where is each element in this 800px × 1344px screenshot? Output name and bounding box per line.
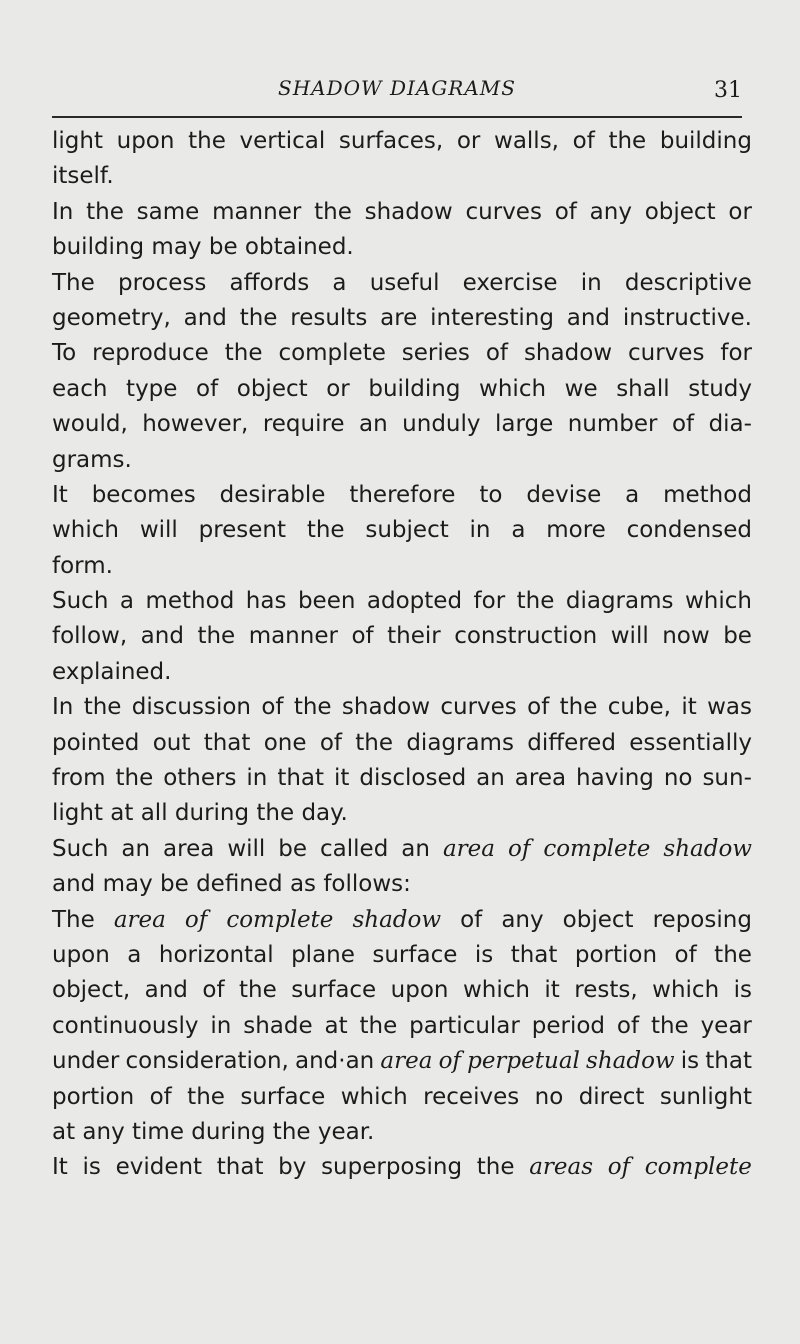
word: building bbox=[659, 128, 752, 154]
word: it bbox=[544, 977, 560, 1004]
word: disclosed bbox=[359, 765, 467, 792]
word: any bbox=[589, 198, 632, 225]
word: in bbox=[469, 517, 491, 544]
word: consideration, bbox=[125, 1048, 289, 1075]
italic-word: of bbox=[507, 835, 531, 862]
word: process bbox=[117, 269, 207, 296]
italic-word: shadow bbox=[586, 1048, 675, 1075]
word: will bbox=[610, 623, 649, 650]
word: the bbox=[355, 729, 394, 756]
word: affords bbox=[229, 269, 310, 296]
word: is bbox=[82, 1154, 101, 1181]
word: building bbox=[368, 375, 461, 402]
word: continuously bbox=[52, 1012, 199, 1039]
word: number bbox=[567, 411, 658, 438]
word: a bbox=[625, 481, 640, 508]
word: vertical bbox=[239, 128, 326, 154]
word: geometry, bbox=[52, 304, 171, 331]
text-line bbox=[52, 1009, 752, 1044]
word: useful bbox=[369, 269, 440, 296]
italic-word: complete bbox=[226, 906, 334, 933]
word: shadow bbox=[364, 198, 453, 225]
italic-word: complete bbox=[644, 1154, 752, 1181]
word: the bbox=[86, 198, 124, 225]
word: surface bbox=[372, 941, 458, 968]
page-number: 31 bbox=[714, 78, 742, 103]
word: of bbox=[202, 977, 225, 1004]
word: or bbox=[728, 198, 752, 225]
word: of bbox=[554, 198, 577, 225]
body-text bbox=[52, 124, 752, 1186]
text-line bbox=[52, 938, 752, 973]
word: the bbox=[359, 1012, 398, 1039]
text-line bbox=[52, 372, 752, 407]
word: curves bbox=[440, 694, 517, 721]
text-run: form. bbox=[52, 552, 113, 579]
word: the bbox=[115, 765, 154, 792]
text-line bbox=[52, 407, 752, 442]
word: a bbox=[119, 588, 134, 615]
word: curves bbox=[628, 340, 705, 367]
text-line bbox=[52, 549, 752, 584]
word: or bbox=[326, 375, 350, 402]
word: curves bbox=[465, 198, 542, 225]
word: of bbox=[485, 340, 509, 367]
word: of bbox=[674, 941, 697, 968]
word: large bbox=[494, 411, 554, 438]
word: type bbox=[126, 375, 178, 402]
word: the bbox=[197, 623, 236, 650]
text-run: grams. bbox=[52, 446, 132, 473]
word: shall bbox=[616, 375, 670, 402]
word: of bbox=[572, 128, 595, 154]
word: in bbox=[580, 269, 602, 296]
word: we bbox=[564, 375, 598, 402]
page-header bbox=[52, 72, 742, 118]
word: the bbox=[293, 694, 332, 721]
word: present bbox=[198, 517, 287, 544]
word: In bbox=[52, 694, 74, 721]
text-line bbox=[52, 832, 752, 867]
text-line bbox=[52, 619, 752, 654]
text-run: light at all during the day. bbox=[52, 800, 348, 827]
word: the bbox=[314, 198, 352, 225]
word: study bbox=[688, 375, 752, 402]
text-line bbox=[52, 230, 752, 265]
word: cube, bbox=[607, 694, 671, 721]
word: by bbox=[278, 1154, 307, 1181]
word: rests, bbox=[574, 977, 638, 1004]
text-line bbox=[52, 1150, 752, 1185]
word: area bbox=[163, 835, 215, 862]
word: upon bbox=[390, 977, 449, 1004]
word: reproduce bbox=[92, 340, 209, 367]
text-run: building may be obtained. bbox=[52, 234, 354, 261]
word: reposing bbox=[652, 906, 752, 933]
word: now bbox=[662, 623, 710, 650]
word: light bbox=[52, 128, 103, 154]
word: is bbox=[474, 941, 494, 968]
word: sun- bbox=[702, 765, 752, 792]
word: of bbox=[616, 1012, 640, 1039]
word: follow, bbox=[52, 623, 128, 650]
word: has bbox=[245, 588, 287, 615]
word: area bbox=[514, 765, 567, 792]
word: surface bbox=[291, 977, 377, 1004]
text-run: explained. bbox=[52, 658, 172, 685]
italic-word: of bbox=[438, 1048, 461, 1075]
word: essentially bbox=[629, 729, 752, 756]
word: the bbox=[239, 977, 277, 1004]
word: The bbox=[52, 906, 95, 933]
word: period bbox=[531, 1012, 606, 1039]
text-line bbox=[52, 513, 752, 548]
word: be bbox=[278, 835, 308, 862]
word: evident bbox=[115, 1154, 203, 1181]
word: it bbox=[334, 765, 350, 792]
word: one bbox=[263, 729, 307, 756]
word: It bbox=[52, 481, 68, 508]
word: The bbox=[52, 269, 95, 296]
word: To bbox=[52, 340, 77, 367]
word: same bbox=[136, 198, 200, 225]
word: object bbox=[562, 906, 634, 933]
word: is bbox=[733, 977, 752, 1004]
word: the bbox=[224, 340, 263, 367]
word: no bbox=[534, 1083, 564, 1110]
word: at bbox=[324, 1012, 348, 1039]
word: called bbox=[320, 835, 389, 862]
word: that bbox=[705, 1048, 752, 1075]
word: object, bbox=[52, 977, 131, 1004]
word: and bbox=[183, 304, 227, 331]
word: of bbox=[527, 694, 550, 721]
word: direct bbox=[578, 1083, 645, 1110]
word: In bbox=[52, 198, 74, 225]
word: under bbox=[52, 1048, 120, 1075]
text-line bbox=[52, 690, 752, 725]
word: an bbox=[476, 765, 505, 792]
word: devise bbox=[526, 481, 602, 508]
italic-word: area bbox=[380, 1048, 433, 1075]
word: was bbox=[707, 694, 752, 721]
word: of bbox=[460, 906, 483, 933]
word: the bbox=[188, 128, 226, 154]
word: portion bbox=[574, 941, 658, 968]
word: the bbox=[476, 1154, 515, 1181]
word: becomes bbox=[91, 481, 196, 508]
word: a bbox=[511, 517, 526, 544]
text-line bbox=[52, 124, 752, 159]
word: for bbox=[720, 340, 752, 367]
text-line bbox=[52, 159, 752, 194]
word: and bbox=[144, 977, 188, 1004]
word: interesting bbox=[430, 304, 554, 331]
italic-word: shadow bbox=[663, 835, 752, 862]
italic-word: areas bbox=[529, 1154, 594, 1181]
text-line bbox=[52, 336, 752, 371]
word: It bbox=[52, 1154, 68, 1181]
word: a bbox=[127, 941, 142, 968]
text-line bbox=[52, 655, 752, 690]
word: method bbox=[145, 588, 235, 615]
word: Such bbox=[52, 588, 109, 615]
word: upon bbox=[116, 128, 175, 154]
italic-word: shadow bbox=[352, 906, 442, 933]
word: and·an bbox=[295, 1048, 375, 1075]
word: differed bbox=[527, 729, 616, 756]
word: portion bbox=[52, 1083, 135, 1110]
word: shade bbox=[243, 1012, 313, 1039]
word: surface bbox=[240, 1083, 326, 1110]
word: any bbox=[501, 906, 544, 933]
running-head: SHADOW DIAGRAMS bbox=[278, 76, 516, 100]
word: desirable bbox=[219, 481, 326, 508]
word: the bbox=[187, 1083, 225, 1110]
word: the bbox=[83, 694, 122, 721]
word: that bbox=[216, 1154, 264, 1181]
word: manner bbox=[248, 623, 338, 650]
italic-word: complete bbox=[543, 835, 651, 862]
word: which bbox=[340, 1083, 408, 1110]
text-line bbox=[52, 584, 752, 619]
word: been bbox=[297, 588, 356, 615]
word: which bbox=[479, 375, 547, 402]
word: which bbox=[652, 977, 720, 1004]
word: instructive. bbox=[622, 304, 752, 331]
word: the bbox=[516, 588, 555, 615]
word: horizontal bbox=[158, 941, 274, 968]
word: an bbox=[359, 411, 388, 438]
word: adopted bbox=[366, 588, 463, 615]
italic-word: perpetual bbox=[467, 1048, 580, 1075]
word: walls, bbox=[494, 128, 559, 154]
word: complete bbox=[278, 340, 386, 367]
word: shadow bbox=[523, 340, 613, 367]
word: for bbox=[473, 588, 506, 615]
word: Such bbox=[52, 835, 109, 862]
text-line bbox=[52, 1080, 752, 1115]
word: of bbox=[149, 1083, 172, 1110]
word: no bbox=[663, 765, 693, 792]
text-line bbox=[52, 867, 752, 902]
word: results bbox=[290, 304, 368, 331]
text-run: itself. bbox=[52, 163, 114, 190]
word: from bbox=[52, 765, 106, 792]
word: each bbox=[52, 375, 108, 402]
word: or bbox=[456, 128, 481, 154]
text-line bbox=[52, 796, 752, 831]
italic-word: area bbox=[113, 906, 166, 933]
word: would, bbox=[52, 411, 128, 438]
word: diagrams bbox=[406, 729, 514, 756]
word: which bbox=[52, 517, 120, 544]
word: an bbox=[121, 835, 151, 862]
text-line bbox=[52, 195, 752, 230]
word: therefore bbox=[349, 481, 456, 508]
word: series bbox=[401, 340, 470, 367]
word: which bbox=[684, 588, 752, 615]
word: descriptive bbox=[624, 269, 752, 296]
word: object bbox=[644, 198, 716, 225]
word: unduly bbox=[402, 411, 481, 438]
word: however, bbox=[142, 411, 249, 438]
word: pointed bbox=[52, 729, 140, 756]
word: are bbox=[380, 304, 418, 331]
word: is bbox=[680, 1048, 700, 1075]
text-line bbox=[52, 761, 752, 796]
word: of bbox=[319, 729, 342, 756]
word: the bbox=[559, 694, 598, 721]
word: the bbox=[714, 941, 752, 968]
word: will bbox=[227, 835, 266, 862]
word: of bbox=[671, 411, 695, 438]
word: of bbox=[261, 694, 284, 721]
text-line bbox=[52, 726, 752, 761]
word: that bbox=[277, 765, 325, 792]
word: require bbox=[262, 411, 345, 438]
word: will bbox=[139, 517, 178, 544]
italic-word: of bbox=[607, 1154, 631, 1181]
word: condensed bbox=[626, 517, 752, 544]
word: superposing bbox=[321, 1154, 463, 1181]
word: to bbox=[479, 481, 503, 508]
word: of bbox=[351, 623, 374, 650]
word: of bbox=[196, 375, 219, 402]
word: subject bbox=[365, 517, 449, 544]
word: receives bbox=[423, 1083, 520, 1110]
word: which bbox=[462, 977, 530, 1004]
word: object bbox=[236, 375, 308, 402]
text-line bbox=[52, 301, 752, 336]
word: out bbox=[152, 729, 191, 756]
word: year bbox=[700, 1012, 752, 1039]
text-run: and may be defined as follows: bbox=[52, 871, 411, 898]
word: exercise bbox=[462, 269, 558, 296]
word: shadow bbox=[341, 694, 431, 721]
word: the bbox=[608, 128, 647, 154]
word: and bbox=[566, 304, 611, 331]
word: dia- bbox=[708, 411, 752, 438]
word: upon bbox=[52, 941, 110, 968]
word: surfaces, bbox=[338, 128, 444, 154]
word: diagrams bbox=[565, 588, 674, 615]
text-line bbox=[52, 1115, 752, 1150]
word: the bbox=[650, 1012, 689, 1039]
text-line bbox=[52, 1044, 752, 1079]
word: particular bbox=[409, 1012, 520, 1039]
word: a bbox=[332, 269, 347, 296]
text-line bbox=[52, 266, 752, 301]
text-line bbox=[52, 443, 752, 478]
word: manner bbox=[212, 198, 302, 225]
italic-word: of bbox=[184, 906, 208, 933]
word: having bbox=[576, 765, 654, 792]
word: plane bbox=[291, 941, 355, 968]
word: construction bbox=[454, 623, 598, 650]
word: be bbox=[723, 623, 752, 650]
italic-word: area bbox=[442, 835, 495, 862]
word: in bbox=[210, 1012, 232, 1039]
word: the bbox=[239, 304, 278, 331]
text-line bbox=[52, 903, 752, 938]
word: it bbox=[681, 694, 697, 721]
word: that bbox=[510, 941, 558, 968]
word: their bbox=[387, 623, 441, 650]
word: an bbox=[401, 835, 430, 862]
word: in bbox=[246, 765, 268, 792]
text-run: at any time during the year. bbox=[52, 1118, 375, 1145]
text-line bbox=[52, 973, 752, 1008]
word: and bbox=[140, 623, 184, 650]
text-line bbox=[52, 478, 752, 513]
word: sunlight bbox=[659, 1083, 752, 1110]
word: more bbox=[546, 517, 606, 544]
word: discussion bbox=[131, 694, 251, 721]
word: others bbox=[163, 765, 237, 792]
word: the bbox=[306, 517, 345, 544]
word: that bbox=[203, 729, 251, 756]
word: method bbox=[663, 481, 752, 508]
